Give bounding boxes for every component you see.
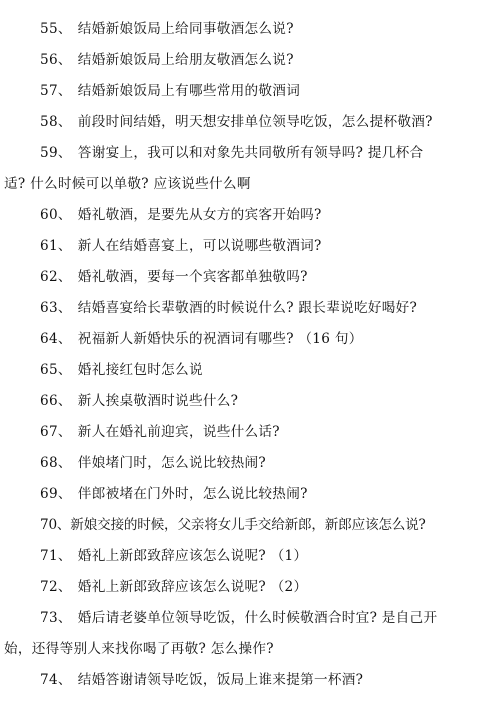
item-text: 结婚新娘饭局上有哪些常用的敬酒词 (77, 83, 301, 99)
item-text: 答谢宴上，我可以和对象先共同敬所有领导吗? 提几杯合 (77, 145, 424, 161)
list-item (40, 479, 478, 510)
item-number: 73、 (40, 610, 72, 626)
item-text: 伴娘堵门时，怎么说比较热闹? (77, 455, 267, 471)
list-item (40, 510, 478, 541)
item-number: 55、 (40, 21, 72, 37)
item-text: 结婚喜宴给长辈敬酒的时候说什么? 跟长辈说吃好喝好? (77, 300, 418, 316)
list-item (40, 293, 478, 324)
item-number: 66、 (40, 393, 72, 409)
list-item-continuation: 适? 什么时候可以单敬? 应该说些什么啊 (4, 176, 251, 192)
item-text: 婚礼上新郎致辞应该怎么说呢? （2） (77, 579, 308, 595)
list-item (40, 45, 478, 76)
list-item (40, 541, 478, 572)
item-number: 58、 (40, 114, 72, 130)
item-number: 64、 (40, 331, 72, 347)
list-item (40, 665, 478, 696)
item-number: 70、 (40, 517, 71, 533)
item-text: 祝福新人新婚快乐的祝酒词有哪些? （16 句） (77, 331, 363, 347)
item-number: 74、 (40, 672, 72, 688)
item-text: 结婚答谢请领导吃饭，饭局上谁来提第一杯酒? (77, 672, 364, 688)
item-number: 59、 (40, 145, 72, 161)
item-number: 62、 (40, 269, 72, 285)
list-item (40, 355, 478, 386)
item-text: 新人在婚礼前迎宾，说些什么话? (77, 424, 280, 440)
list-item-continuation: 始，还得等别人来找你喝了再敬? 怎么操作? (4, 641, 274, 657)
list-item (40, 417, 478, 448)
item-number: 67、 (40, 424, 72, 440)
list-item (40, 76, 478, 107)
item-number: 61、 (40, 238, 72, 254)
item-text: 伴郎被堵在门外时，怎么说比较热闹? (77, 486, 308, 502)
item-number: 72、 (40, 579, 72, 595)
item-text: 婚礼接红包时怎么说 (77, 362, 203, 378)
item-text: 前段时间结婚，明天想安排单位领导吃饭，怎么提杯敬酒? (77, 114, 433, 130)
list-item (40, 14, 478, 45)
list-item (40, 324, 478, 355)
item-text: 新娘交接的时候，父亲将女儿手交给新郎，新郎应该怎么说? (70, 517, 426, 533)
list-item (40, 386, 478, 417)
item-text: 新人在结婚喜宴上，可以说哪些敬酒词? (77, 238, 322, 254)
item-text: 婚后请老婆单位领导吃饭，什么时候敬酒合时宜? 是自己开 (77, 610, 438, 626)
list-item (40, 200, 478, 231)
item-number: 63、 (40, 300, 72, 316)
item-text: 结婚新娘饭局上给同事敬酒怎么说? (77, 21, 294, 37)
item-text: 新人挨桌敬酒时说些什么? (77, 393, 239, 409)
item-number: 56、 (40, 52, 72, 68)
item-number: 60、 (40, 207, 72, 223)
list-item (40, 231, 478, 262)
item-text: 婚礼上新郎致辞应该怎么说呢? （1） (77, 548, 308, 564)
item-number: 69、 (40, 486, 72, 502)
item-number: 71、 (40, 548, 72, 564)
list-item (40, 572, 478, 603)
item-number: 57、 (40, 83, 72, 99)
item-text: 结婚新娘饭局上给朋友敬酒怎么说? (77, 52, 294, 68)
list-item (40, 448, 478, 479)
item-text: 婚礼敬酒，是要先从女方的宾客开始吗? (77, 207, 322, 223)
list-item (40, 603, 478, 634)
list-item (40, 262, 478, 293)
item-number: 68、 (40, 455, 72, 471)
item-number: 65、 (40, 362, 72, 378)
list-item (40, 138, 478, 169)
item-text: 婚礼敬酒，要每一个宾客都单独敬吗? (77, 269, 308, 285)
list-item (40, 107, 478, 138)
